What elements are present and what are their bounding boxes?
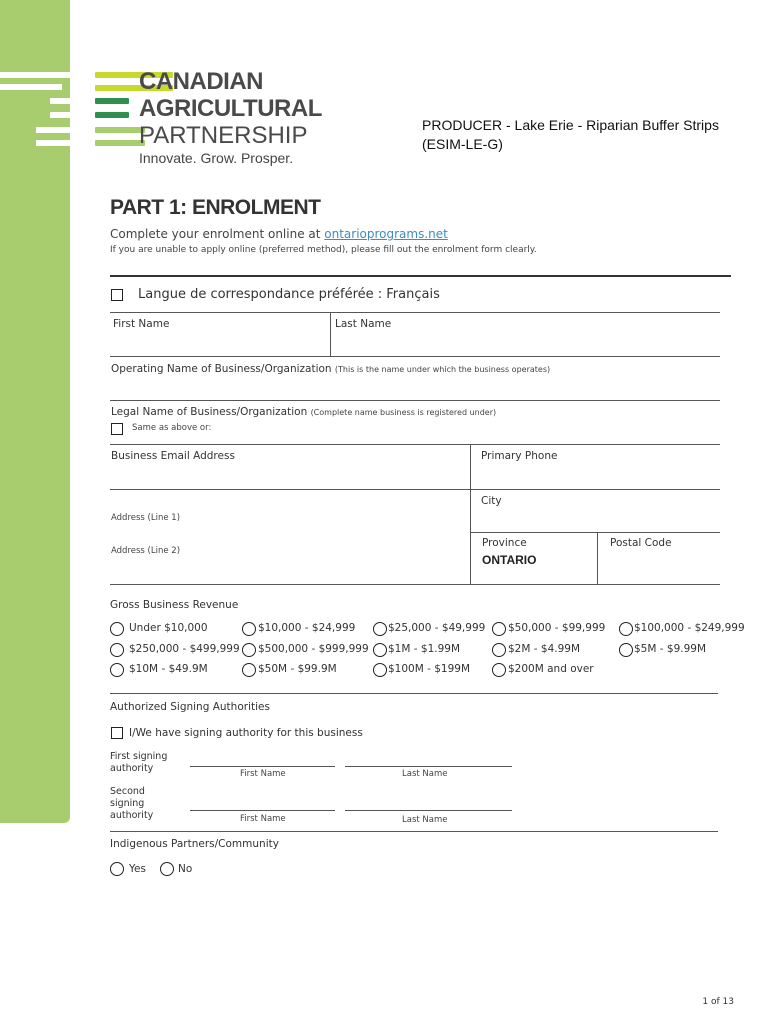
- row-line-1: [110, 312, 720, 313]
- last-name-label: Last Name: [335, 318, 392, 330]
- city-label: City: [481, 495, 502, 507]
- revenue-radio-1m-2m[interactable]: [373, 643, 387, 657]
- address-line-2-field[interactable]: [190, 540, 468, 560]
- city-field[interactable]: [472, 508, 720, 530]
- first-name-label: First Name: [113, 318, 170, 330]
- revenue-radio-10k-25k[interactable]: [242, 622, 256, 636]
- program-title-line-2: (ESIM-LE-G): [422, 136, 503, 152]
- revenue-radio-500k-1m[interactable]: [242, 643, 256, 657]
- first-name-field[interactable]: [110, 330, 330, 354]
- stripe-5: [36, 127, 70, 133]
- revenue-radio-10m-50m[interactable]: [110, 663, 124, 677]
- indigenous-no-label: No: [178, 863, 193, 875]
- part-title: PART 1: ENROLMENT: [110, 196, 321, 219]
- postal-code-field[interactable]: [600, 552, 720, 580]
- same-as-above-label: Same as above or:: [132, 423, 212, 433]
- revenue-radio-2m-5m[interactable]: [492, 643, 506, 657]
- logo-bar-3: [95, 98, 129, 104]
- stripe-1: [0, 72, 70, 78]
- same-as-above-checkbox[interactable]: [111, 423, 123, 435]
- revenue-option-label: $200M and over: [508, 663, 594, 675]
- revenue-option-label: $1M - $1.99M: [388, 643, 461, 655]
- first-signing-label: First signing authority: [110, 751, 168, 774]
- revenue-option-label: $25,000 - $49,999: [388, 622, 486, 634]
- signing-authority-checkbox[interactable]: [111, 727, 123, 739]
- indigenous-yes-label: Yes: [129, 863, 146, 875]
- indigenous-title: Indigenous Partners/Community: [110, 838, 279, 850]
- address-line-2-label: Address (Line 2): [111, 546, 181, 556]
- stripe-4: [50, 112, 70, 118]
- postal-code-label: Postal Code: [610, 537, 672, 549]
- indigenous-yes-radio[interactable]: [110, 862, 124, 876]
- logo-line-1: CANADIAN: [139, 68, 263, 95]
- ontarioprograms-link[interactable]: ontarioprograms.net: [324, 227, 448, 241]
- intro-prefix: Complete your enrolment online at: [110, 227, 325, 241]
- second-signer-first-name-field[interactable]: [190, 792, 335, 810]
- first-signer-last-name-field[interactable]: [345, 748, 512, 766]
- revenue-radio-200m-over[interactable]: [492, 663, 506, 677]
- stripe-3: [50, 98, 70, 104]
- revenue-option-label: $10M - $49.9M: [129, 663, 208, 675]
- logo-bar-4: [95, 112, 129, 118]
- page-number: 1 of 13: [702, 997, 734, 1007]
- second-signer-last-caption: Last Name: [402, 815, 448, 825]
- first-signer-first-name-field[interactable]: [190, 748, 335, 766]
- address-line-1-label: Address (Line 1): [111, 513, 181, 523]
- authorities-title: Authorized Signing Authorities: [110, 701, 270, 713]
- second-signer-first-caption: First Name: [240, 814, 286, 824]
- first-signer-first-line: [190, 766, 335, 767]
- revenue-radio-5m-10m[interactable]: [619, 643, 633, 657]
- legal-name-field[interactable]: [240, 420, 720, 440]
- revenue-option-label: Under $10,000: [129, 622, 208, 634]
- stripe-6: [36, 140, 70, 146]
- french-pref-checkbox[interactable]: [111, 289, 123, 301]
- row-line-5: [110, 489, 720, 490]
- revenue-radio-25k-50k[interactable]: [373, 622, 387, 636]
- email-field[interactable]: [110, 464, 468, 486]
- revenue-option-label: $100M - $199M: [388, 663, 471, 675]
- revenue-title: Gross Business Revenue: [110, 599, 239, 611]
- revenue-option-label: $10,000 - $24,999: [258, 622, 356, 634]
- row-line-7: [110, 584, 720, 585]
- sidebar-decoration: [0, 0, 70, 823]
- revenue-radio-100k-250k[interactable]: [619, 622, 633, 636]
- province-label: Province: [482, 537, 527, 549]
- email-label: Business Email Address: [111, 450, 235, 462]
- second-signer-last-name-field[interactable]: [345, 792, 512, 810]
- province-value: ONTARIO: [482, 553, 537, 567]
- revenue-option-label: $2M - $4.99M: [508, 643, 581, 655]
- revenue-option-label: $5M - $9.99M: [634, 643, 707, 655]
- row-line-9: [110, 831, 718, 832]
- program-title: [422, 116, 719, 154]
- row-line-6: [470, 532, 720, 533]
- revenue-option-label: $50M - $99.9M: [258, 663, 337, 675]
- operating-name-label: [111, 363, 550, 375]
- intro-note: If you are unable to apply online (preferred method), please fill out the enrolment form clearly.: [110, 245, 537, 255]
- legal-name-note: (Complete name business is registered under): [310, 408, 497, 417]
- logo-line-2: AGRICULTURAL: [139, 95, 322, 122]
- address-divider: [470, 444, 471, 584]
- legal-name-label: [111, 406, 496, 418]
- first-signer-first-caption: First Name: [240, 769, 286, 779]
- revenue-option-label: $500,000 - $999,999: [258, 643, 369, 655]
- primary-phone-label: Primary Phone: [481, 450, 558, 462]
- first-signer-last-caption: Last Name: [402, 769, 448, 779]
- operating-name-field[interactable]: [110, 376, 720, 398]
- row-line-4: [110, 444, 720, 445]
- logo-bar-5: [95, 127, 145, 133]
- logo-line-3: PARTNERSHIP: [139, 122, 308, 149]
- operating-name-note: (This is the name under which the business operates): [334, 365, 551, 374]
- revenue-option-label: $250,000 - $499,999: [129, 643, 240, 655]
- revenue-radio-under-10k[interactable]: [110, 622, 124, 636]
- signing-authority-label: I/We have signing authority for this business: [129, 727, 363, 739]
- revenue-option-label: $50,000 - $99,999: [508, 622, 606, 634]
- french-pref-label: Langue de correspondance préférée : Français: [138, 287, 440, 302]
- logo-bar-6: [95, 140, 145, 146]
- stripe-2: [0, 84, 62, 90]
- row-line-3: [110, 400, 720, 401]
- address-line-1-field[interactable]: [190, 506, 468, 526]
- second-signer-last-line: [345, 810, 512, 811]
- first-signer-last-line: [345, 766, 512, 767]
- revenue-radio-250k-500k[interactable]: [110, 643, 124, 657]
- row-line-8: [110, 693, 718, 694]
- operating-name-text: Operating Name of Business/Organization: [111, 363, 332, 375]
- revenue-radio-100m-200m[interactable]: [373, 663, 387, 677]
- second-signing-label: Second signing authority: [110, 786, 154, 821]
- revenue-radio-50k-100k[interactable]: [492, 622, 506, 636]
- revenue-radio-50m-100m[interactable]: [242, 663, 256, 677]
- primary-phone-field[interactable]: [472, 464, 720, 486]
- program-title-line-1: PRODUCER - Lake Erie - Riparian Buffer Strips: [422, 117, 719, 133]
- row-line-2: [110, 356, 720, 357]
- indigenous-no-radio[interactable]: [160, 862, 174, 876]
- logo-tagline: Innovate. Grow. Prosper.: [139, 150, 294, 166]
- second-signer-first-line: [190, 810, 335, 811]
- revenue-option-label: $100,000 - $249,999: [634, 622, 745, 634]
- last-name-field[interactable]: [331, 330, 720, 354]
- postal-divider: [597, 532, 598, 584]
- intro-text: [110, 227, 448, 241]
- legal-name-text: Legal Name of Business/Organization: [111, 406, 308, 418]
- section-divider: [110, 275, 731, 277]
